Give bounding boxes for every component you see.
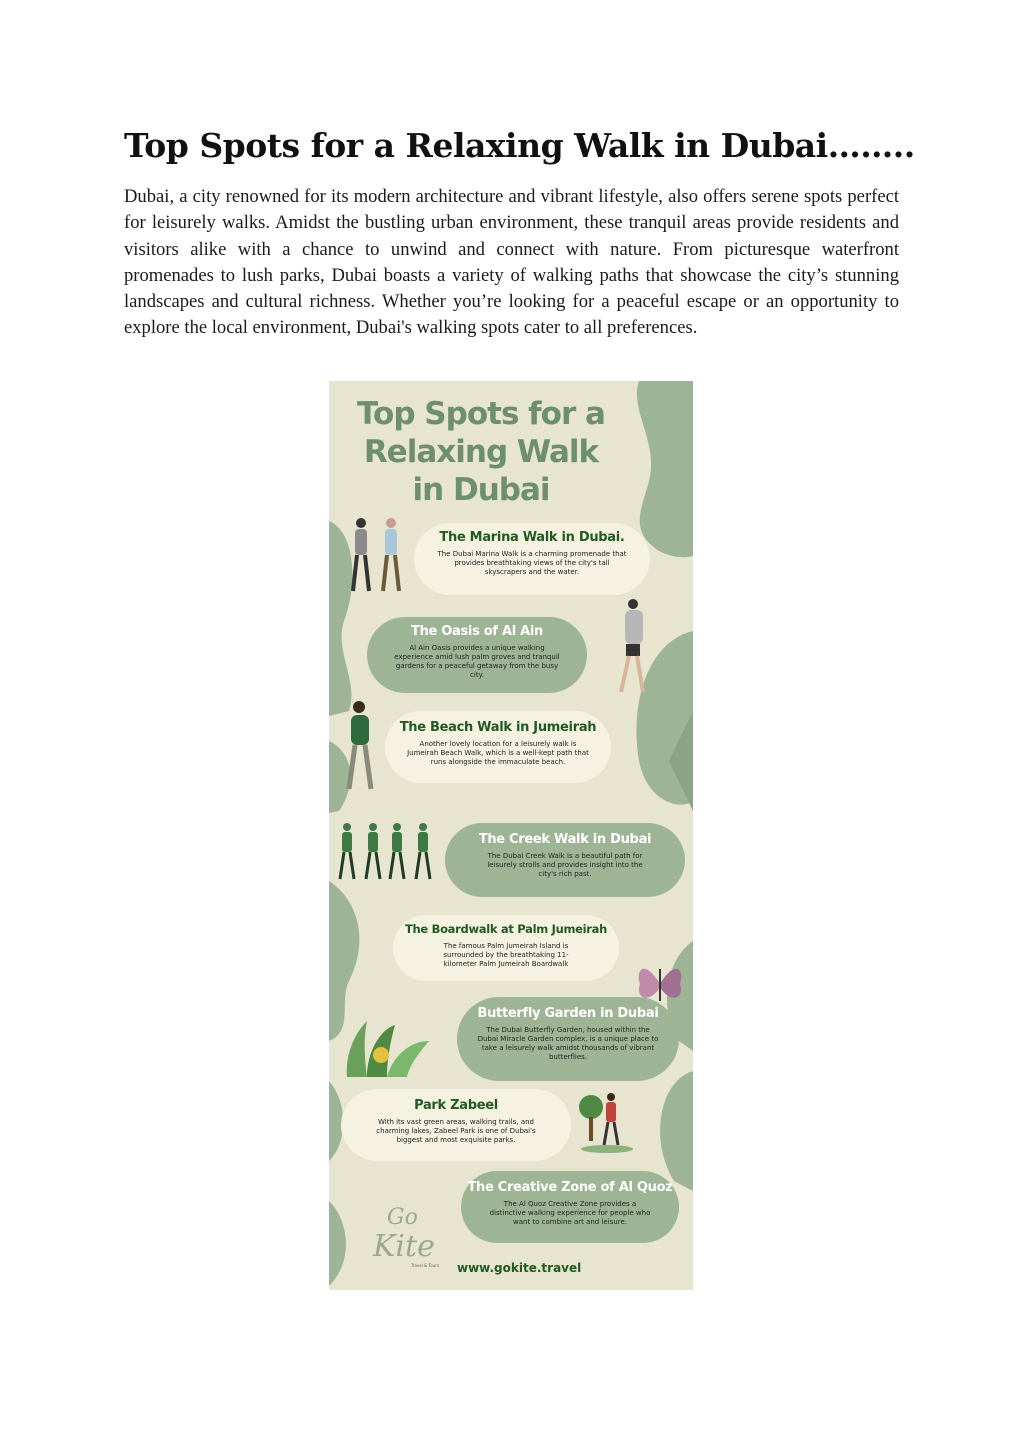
spot-text: The Al Quoz Creative Zone provides a distinctive walking experience for people who want to combine art and leisure. [489,1200,651,1226]
logo-text-go: Go [387,1205,418,1230]
gokite-logo [369,1201,459,1271]
spot-card-al-quoz [461,1171,679,1243]
spot-text: The Dubai Butterfly Garden, housed within the Dubai Miracle Garden complex, is a unique place to take a leisurely walk amidst thousands of vibrant butterflies. [477,1026,659,1061]
infographic-image [329,381,693,1290]
spot-card-al-ain [367,617,587,693]
infographic-title [329,395,633,509]
website-url: www.gokite.travel [457,1261,582,1275]
spot-card-jumeirah-beach [385,711,611,783]
spot-heading: Butterfly Garden in Dubai [477,1006,659,1021]
walker-illustration [343,699,377,793]
spot-card-palm-boardwalk [393,915,619,981]
spot-text: The Dubai Marina Walk is a charming promenade that provides breathtaking views of the city's tall skyscrapers and the water. [437,550,627,576]
spot-heading: Park Zabeel [414,1098,498,1113]
spot-card-zabeel [341,1089,571,1161]
spot-text: Al Ain Oasis provides a unique walking experience amid lush palm groves and tranquil gardens for a peaceful getaway from the busy city. [394,644,560,679]
spot-heading: The Creek Walk in Dubai [478,832,652,847]
spot-heading: The Creative Zone of Al Quoz [467,1180,673,1195]
logo-text-kite: Kite [373,1229,435,1264]
intro-paragraph: Dubai, a city renowned for its modern architecture and vibrant lifestyle, also offers serene spots perfect for leisurely walks. Amidst the bustling urban environment, these tranquil areas provide residents and visitors alike with a chance to unwind and connect with nature. From picturesque waterfront promenades to lush parks, Dubai boasts a variety of walking paths that showcase the city’s stunning landscapes and cultural richness. Whether you’re looking for a peaceful escape or an opportunity to explore the local environment, Dubai's walking spots cater to all preferences. [124,186,899,339]
walkers-illustration [347,513,407,595]
page-title: Top Spots for a Relaxing Walk in Dubai…….. [124,126,915,165]
spot-text: The famous Palm Jumeirah Island is surrounded by the breathtaking 11-kilometer Palm Jumeirah Boardwalk [443,942,569,968]
spot-card-marina [414,523,650,595]
title-line-1: Top Spots for a [357,396,605,432]
logo-tagline: Travel & Tours [411,1263,440,1268]
spot-text: Another lovely location for a leisurely walk is Jumeirah Beach Walk, which is a well-kept path that runs alongside the immaculate beach. [407,740,589,766]
spot-card-creek [445,823,685,897]
title-line-3: in Dubai [412,472,550,508]
park-walker-illustration [577,1089,633,1153]
group-walkers-illustration [335,821,441,883]
spot-text: The Dubai Creek Walk is a beautiful path for leisurely strolls and provides insight into the city's rich past. [487,852,643,878]
spot-heading: The Oasis of Al Ain [411,624,543,639]
title-line-2: Relaxing Walk [363,434,599,470]
spot-text: With its vast green areas, walking trails, and charming lakes, Zabeel Park is one of Dubai's biggest and most exquisite parks. [376,1118,536,1144]
spot-card-butterfly-garden [457,997,679,1081]
spot-heading: The Marina Walk in Dubai. [439,530,625,545]
spot-heading: The Boardwalk at Palm Jumeirah [404,922,608,936]
spot-heading: The Beach Walk in Jumeirah [399,720,597,735]
plants-illustration [337,1011,433,1081]
walker-illustration [611,596,661,696]
